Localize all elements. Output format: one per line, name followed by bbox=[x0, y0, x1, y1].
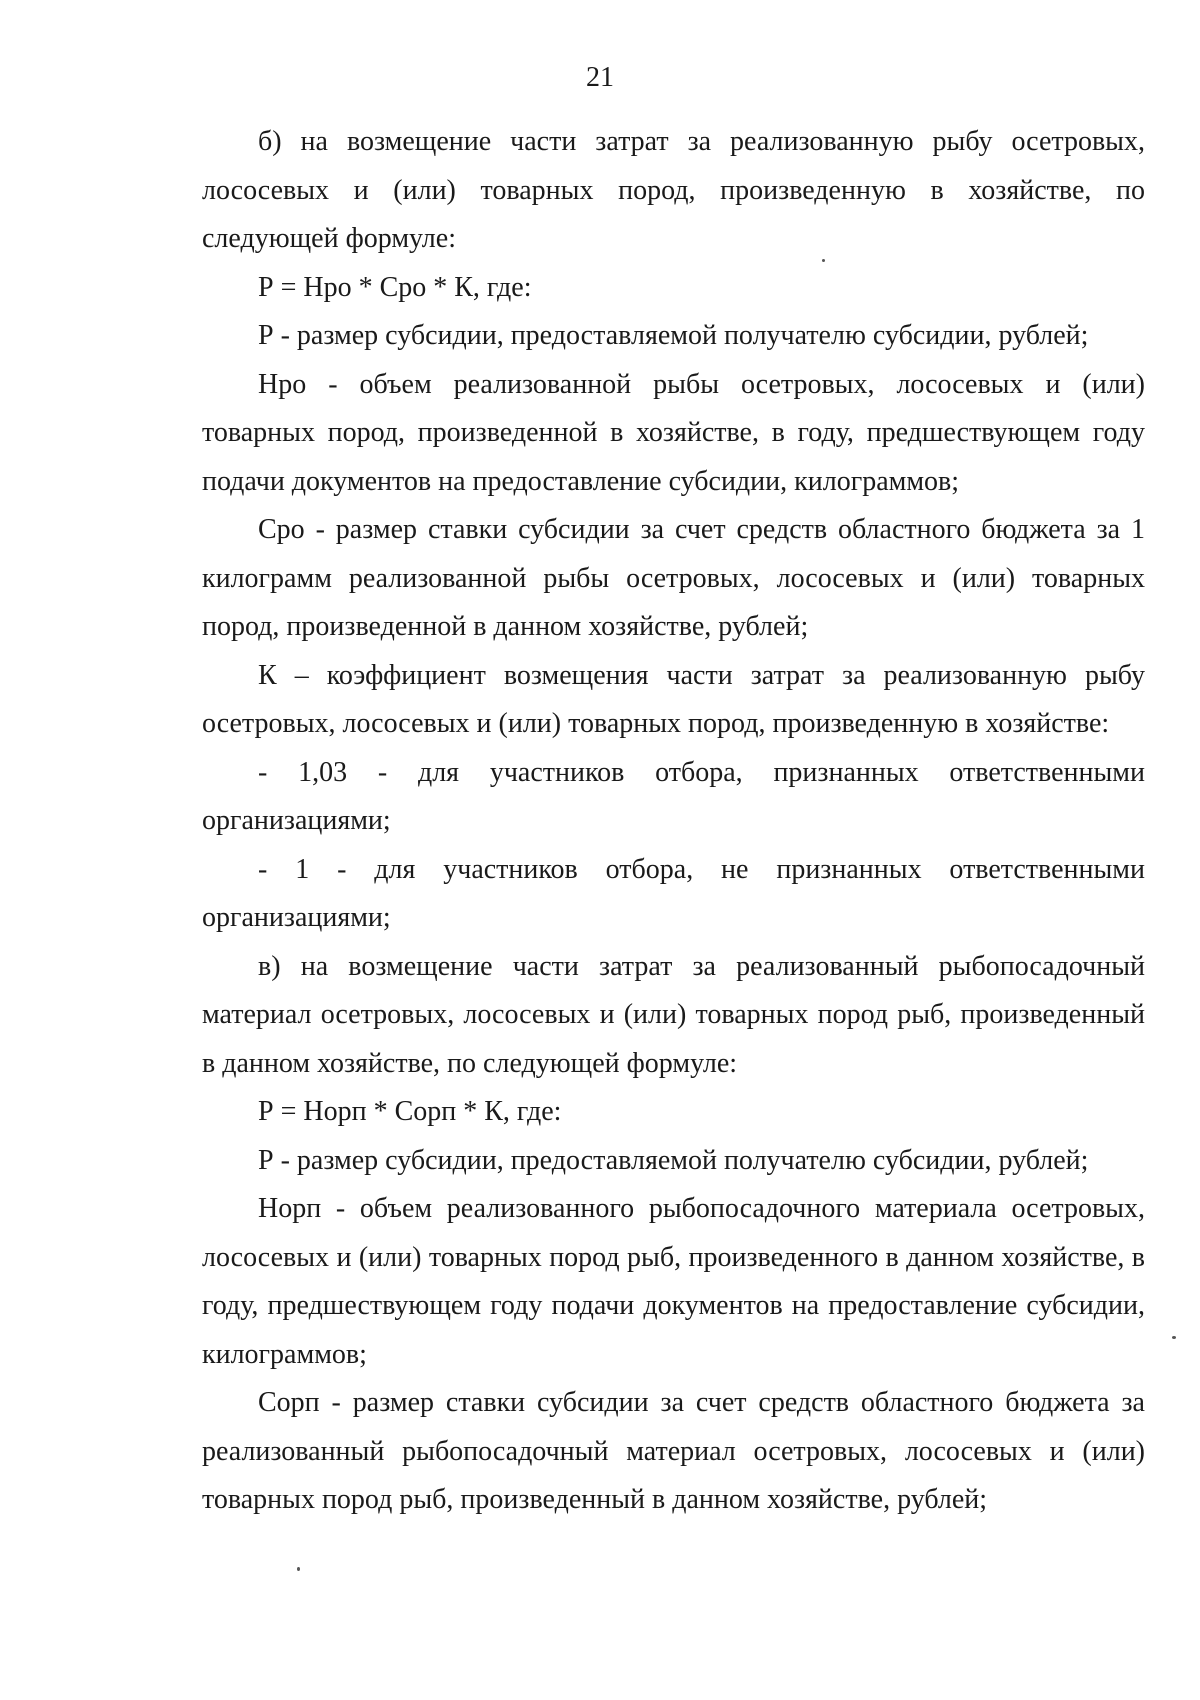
definition-sro: Сро - размер ставки субсидии за счет средств областного бюджета за 1 килограмм реализованной рыбы осетровых, лососевых и (или) товарных пород, произведенной в данном хозяйстве, рублей; bbox=[202, 514, 1145, 642]
document-body bbox=[202, 118, 1145, 1525]
scan-speck bbox=[297, 1567, 300, 1571]
formula-fish: Р = Нро * Сро * К, где: bbox=[258, 271, 532, 303]
coefficient-responsible: - 1,03 - для участников отбора, признанных ответственными организациями; bbox=[202, 756, 1145, 836]
definition-p-stock: Р - размер субсидии, предоставляемой получателю субсидии, рублей; bbox=[258, 1144, 1089, 1176]
coefficient-not-responsible: - 1 - для участников отбора, не признанных ответственными организациями; bbox=[202, 853, 1145, 933]
scan-speck bbox=[822, 259, 825, 262]
definition-p-fish: Р - размер субсидии, предоставляемой получателю субсидии, рублей; bbox=[258, 320, 1089, 351]
scan-speck bbox=[1172, 1336, 1176, 1339]
definition-sorp: Сорп - размер ставки субсидии за счет средств областного бюджета за реализованный рыбопосадочный материал осетровых, лососевых и (или) товарных пород рыб, произведенный в данном хозяйстве, рублей; bbox=[202, 1387, 1145, 1515]
paragraph-v-intro: в) на возмещение части затрат за реализованный рыбопосадочный материал осетровых, лососевых и (или) товарных пород рыб, произведенный в данном хозяйстве, по следующей формуле: bbox=[202, 950, 1145, 1079]
definition-k-fish: К – коэффициент возмещения части затрат за реализованную рыбу осетровых, лососевых и (или) товарных пород, произведенную в хозяйстве: bbox=[202, 659, 1145, 739]
page-number: 21 bbox=[586, 62, 614, 93]
formula-stock: Р = Норп * Сорп * К, где: bbox=[258, 1096, 562, 1127]
definition-norp: Норп - объем реализованного рыбопосадочного материала осетровых, лососевых и (или) товарных пород рыб, произведенного в данном хозяйстве, в году, предшествующем году подачи документов на предоставление субсидии, килограммов; bbox=[202, 1193, 1145, 1370]
paragraph-b-intro: б) на возмещение части затрат за реализованную рыбу осетровых, лососевых и (или) товарных пород, произведенную в хозяйстве, по следующей формуле: bbox=[202, 126, 1145, 254]
definition-nro: Нро - объем реализованной рыбы осетровых, лососевых и (или) товарных пород, произведенной в хозяйстве, в году, предшествующем году подачи документов на предоставление субсидии, килограммов; bbox=[202, 368, 1145, 497]
